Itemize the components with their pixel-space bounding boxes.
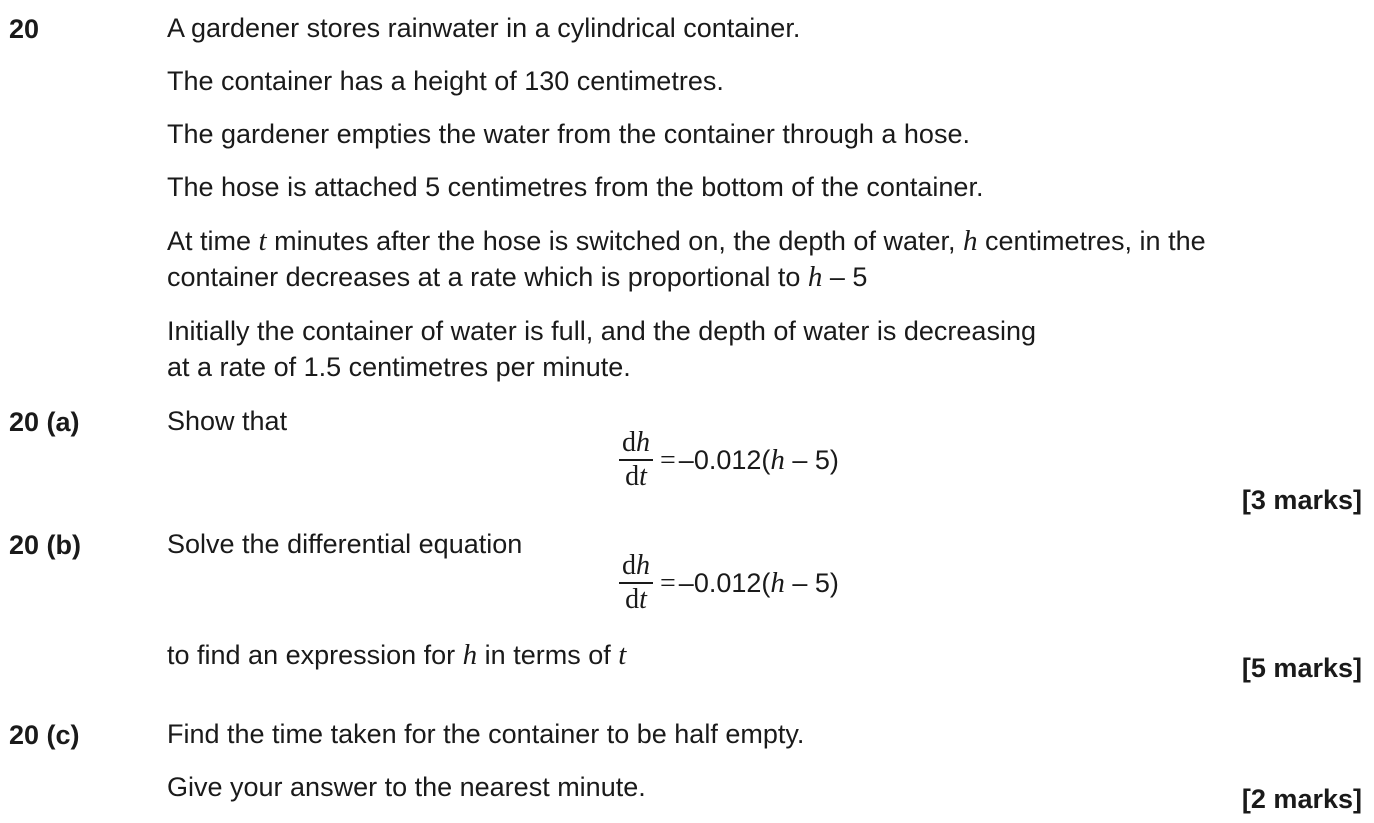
rate-paragraph: [167, 223, 1206, 295]
initial-line-2: at a rate of 1.5 centimetres per minute.: [167, 352, 631, 382]
question-number: 20: [9, 14, 40, 44]
rate-line-2: [167, 259, 1206, 295]
part-a-text: Show that: [167, 406, 288, 436]
rate-text-c: centimetres, in the: [977, 226, 1206, 256]
rhs-coeff: –0.012(: [678, 567, 771, 598]
part-c-text-2: Give your answer to the nearest minute.: [167, 772, 646, 802]
part-b-marks: [5 marks]: [1241, 653, 1362, 683]
var-h: h: [770, 443, 785, 476]
d-symbol: d: [625, 461, 640, 492]
var-h: h: [807, 261, 823, 293]
rhs-tail: – 5): [784, 444, 839, 475]
follow-text-b: in terms of: [477, 640, 619, 670]
rate-text-e: – 5: [822, 262, 868, 292]
d-symbol: d: [625, 584, 640, 615]
rate-text-a: At time: [167, 226, 259, 256]
var-t: t: [639, 461, 647, 492]
part-c-label: 20 (c): [9, 720, 80, 750]
part-c-text-1: Find the time taken for the container to be half empty.: [167, 719, 805, 749]
fraction-denominator: [622, 461, 650, 493]
var-h: h: [770, 566, 785, 599]
var-h: h: [462, 639, 478, 671]
part-a-marks: [3 marks]: [1241, 485, 1362, 515]
d-symbol: d: [622, 550, 636, 581]
part-a-label: 20 (a): [9, 407, 80, 437]
rate-text-b: minutes after the hose is switched on, the depth of water,: [266, 226, 963, 256]
var-h: h: [636, 550, 650, 581]
fraction-denominator: [622, 584, 650, 616]
derivative-fraction: [619, 427, 653, 493]
var-t: t: [639, 584, 647, 615]
equals-sign: =: [660, 567, 676, 599]
var-t: t: [618, 639, 627, 671]
part-b-label: 20 (b): [9, 530, 82, 560]
equation-rhs: [657, 444, 839, 477]
part-b-follow: [167, 637, 626, 673]
rate-text-d: container decreases at a rate which is proportional to: [167, 262, 808, 292]
intro-line-3: The gardener empties the water from the container through a hose.: [167, 119, 970, 149]
equals-sign: =: [660, 444, 676, 476]
part-b-text: Solve the differential equation: [167, 529, 523, 559]
derivative-fraction: [619, 550, 653, 616]
equation-rhs: [657, 567, 839, 600]
d-symbol: d: [622, 427, 636, 458]
rhs-tail: – 5): [784, 567, 839, 598]
intro-line-2: The container has a height of 130 centimetres.: [167, 66, 724, 96]
rhs-coeff: –0.012(: [678, 444, 771, 475]
intro-line-4: The hose is attached 5 centimetres from the bottom of the container.: [167, 172, 984, 202]
follow-text-a: to find an expression for: [167, 640, 463, 670]
rate-line-1: [167, 223, 1206, 259]
var-h: h: [963, 225, 978, 257]
fraction-numerator: [619, 550, 653, 582]
equation-b: [619, 550, 839, 616]
initial-line-1: Initially the container of water is full, and the depth of water is decreasing: [167, 316, 1036, 346]
equation-a: [619, 427, 839, 493]
fraction-numerator: [619, 427, 653, 459]
initial-paragraph: [167, 313, 1036, 385]
part-c-marks: [2 marks]: [1241, 784, 1362, 814]
var-t: t: [258, 225, 267, 257]
intro-line-1: A gardener stores rainwater in a cylindrical container.: [167, 13, 801, 43]
var-h: h: [636, 427, 650, 458]
